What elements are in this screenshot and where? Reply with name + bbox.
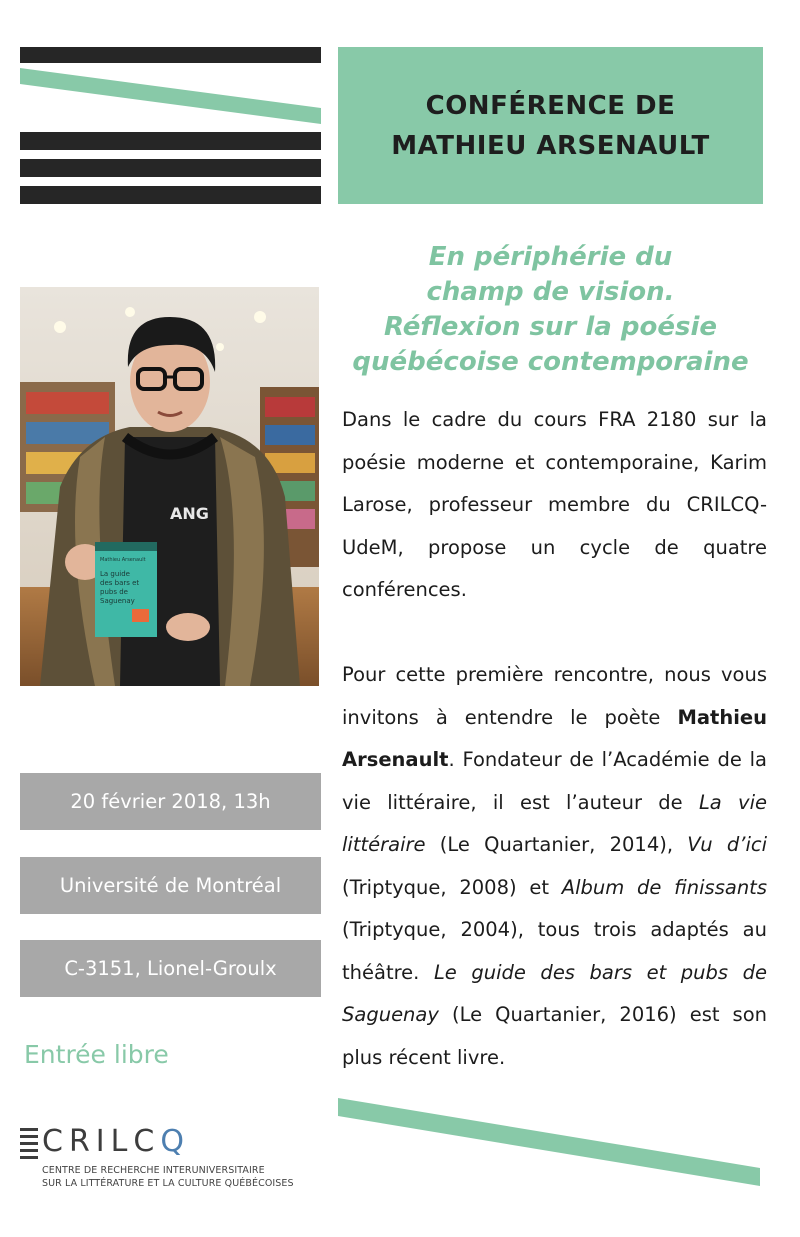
logo-tagline-1: CENTRE DE RECHERCHE INTERUNIVERSITAIRE: [42, 1165, 265, 1176]
crilcq-logo: [20, 1124, 320, 1194]
event-place: Université de Montréal: [59, 874, 282, 897]
title-line-1: CONFÉRENCE DE: [425, 90, 676, 121]
book-title-line-4: Saguenay: [100, 597, 135, 605]
logo-word-main: CRILC: [42, 1124, 161, 1159]
logo-wordmark: [42, 1124, 190, 1160]
logo-word-q: Q: [160, 1124, 190, 1159]
book-title-line-2: des bars et: [100, 579, 140, 587]
p2-text-a: Pour cette première rencontre, nous vous invitons à entendre le poète: [342, 663, 767, 729]
book-title-line-3: pubs de: [100, 588, 128, 596]
logo-stripes-icon: [20, 1126, 40, 1160]
place-box: [20, 857, 321, 914]
book-title-2: Vu d’ici: [687, 833, 767, 856]
event-date: 20 février 2018, 13h: [70, 790, 271, 813]
book-title-4: Le guide des bars et pubs de Saguenay: [342, 960, 767, 1026]
book-author: Mathieu Arsenault: [100, 557, 146, 563]
speaker-photo-illustration: [20, 287, 319, 686]
subtitle-line-4: québécoise contemporaine: [352, 347, 749, 377]
subtitle-line-2: champ de vision.: [426, 277, 675, 307]
book-title-3: Album de finissants: [561, 875, 767, 899]
stripe-dark-4: [20, 186, 321, 204]
book-title-1: La vie littéraire: [342, 790, 767, 856]
stripe-green-diagonal-bottom: [338, 1098, 760, 1186]
stripe-dark-3: [20, 159, 321, 177]
shirt-text: ANG: [170, 504, 209, 523]
logo-tagline-2: SUR LA LITTÉRATURE ET LA CULTURE QUÉBÉCOISES: [42, 1178, 294, 1189]
p2-text-d: (Triptyque, 2008) et: [342, 875, 562, 899]
speaker-photo: [20, 287, 319, 686]
title-line-2: MATHIEU ARSENAULT: [391, 130, 710, 161]
stripe-dark-2: [20, 132, 321, 150]
speaker-name: Mathieu Arsenault: [342, 705, 767, 771]
room-box: [20, 940, 321, 997]
title-box: [338, 47, 763, 204]
p2-text-b: . Fondateur de l’Académie de la vie littéraire, il est l’auteur de: [342, 748, 767, 814]
lecture-subtitle: [338, 240, 763, 380]
subtitle-line-3: Réflexion sur la poésie: [383, 312, 718, 342]
description-paragraph-2: [342, 654, 767, 1079]
event-room: C-3151, Lionel-Groulx: [64, 957, 277, 980]
description-text: [342, 399, 767, 1079]
date-box: [20, 773, 321, 830]
p2-text-f: (Le Quartanier, 2016) est son plus récent livre.: [342, 1003, 767, 1069]
book-title-line-1: La guide: [100, 570, 130, 578]
p2-text-c: (Le Quartanier, 2014),: [425, 833, 688, 856]
free-entry-label: Entrée libre: [24, 1040, 169, 1069]
p2-text-e: (Triptyque, 2004), tous trois adaptés au théâtre.: [342, 918, 767, 984]
description-paragraph-1: Dans le cadre du cours FRA 2180 sur la poésie moderne et contemporaine, Karim Larose, professeur membre du CRILCQ-UdeM, propose un cycle de quatre conférences.: [342, 408, 767, 601]
subtitle-line-1: En périphérie du: [428, 242, 673, 272]
